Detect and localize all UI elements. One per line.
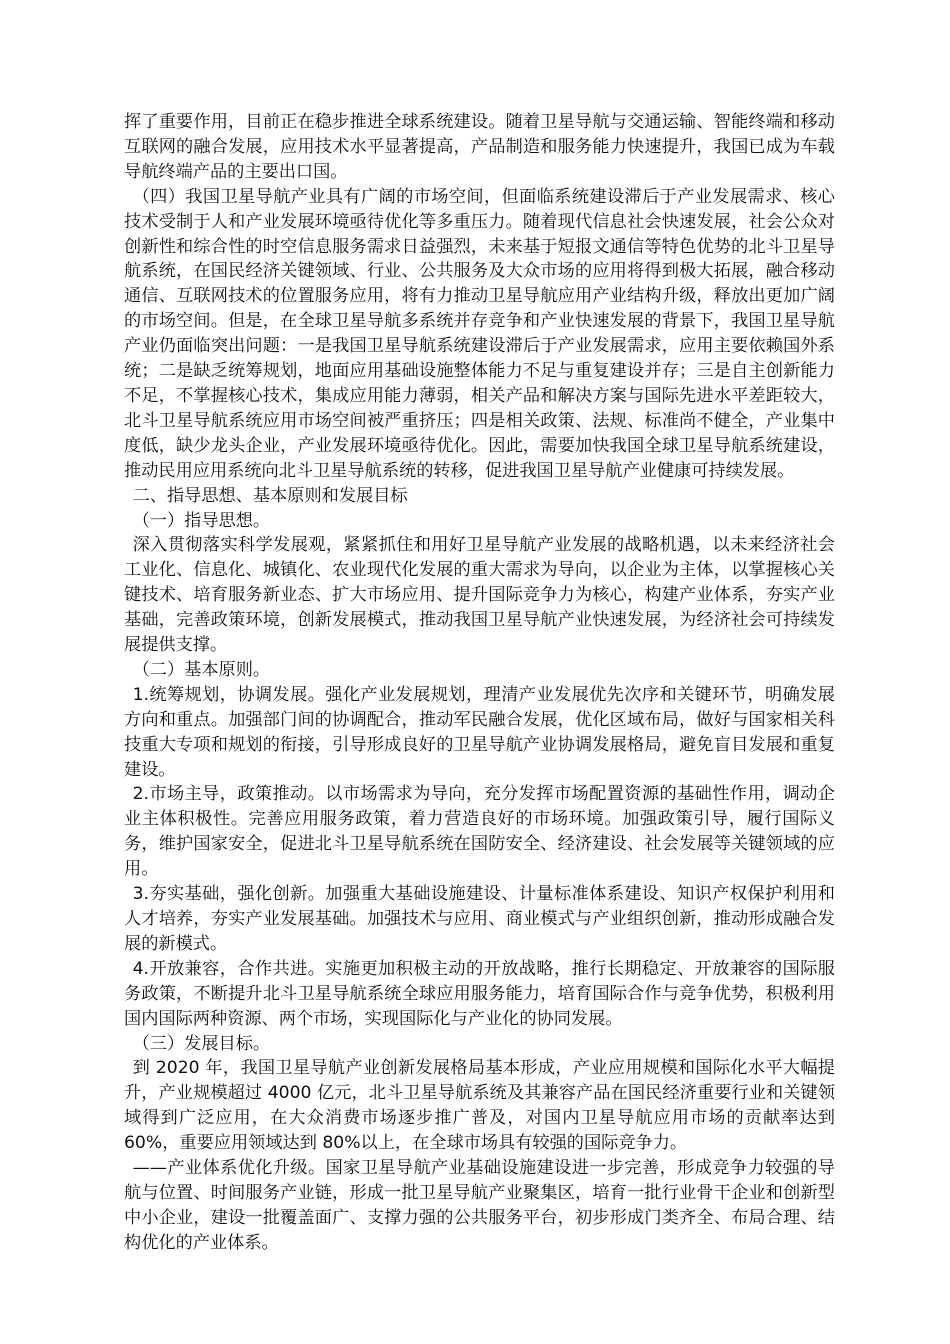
paragraph-industry-system: ——产业体系优化升级。国家卫星导航产业基础设施建设进一步完善，形成竞争力较强的导航与位置、时间服务产业链，形成一批卫星导航产业聚集区，培育一批行业骨干企业和创新型中小企业，建设一批覆盖面广、支撑力强的公共服务平台，初步形成门类齐全、布局合理、结构优化的产业体系。: [124, 1158, 835, 1253]
principle-2: 2.市场主导，政策推动。以市场需求为导向，充分发挥市场配置资源的基础性作用，调动企业主体积极性。完善应用服务政策，着力营造良好的市场环境。加强政策引导，履行国际义务，维护国家安全，促进北斗卫星导航系统在国防安全、经济建设、社会发展等关键领域的应用。: [124, 784, 835, 880]
principle-1: 1.统筹规划，协调发展。强化产业发展规划，理清产业发展优先次序和关键环节，明确发展方向和重点。加强部门间的协调配合，推动军民融合发展，优化区域布局，做好与国家相关科技重大专项和规划的衔接，引导形成良好的卫星导航产业协调发展格局，避免盲目发展和重复建设。: [124, 684, 835, 780]
section-heading-2: 二、指导思想、基本原则和发展目标: [132, 485, 408, 506]
paragraph-market-space: （四）我国卫星导航产业具有广阔的市场空间，但面临系统建设滞后于产业发展需求、核心技术受制于人和产业发展环境亟待优化等多重压力。随着现代信息社会快速发展，社会公众对创新性和综合性的时空信息服务需求日益强烈，未来基于短报文通信等特色优势的北斗卫星导航系统，在国民经济关键领域、行业、公共服务及大众市场的应用将得到极大拓展，融合移动通信、互联网技术的位置服务应用，将有力推动卫星导航应用产业结构升级，释放出更加广阔的市场空间。但是，在全球卫星导航多系统并存竞争和产业快速发展的背景下，我国卫星导航产业仍面临突出问题：一是我国卫星导航系统建设滞后于产业发展需求，应用主要依赖国外系统；二是缺乏统筹规划，地面应用基础设施整体能力不足与重复建设并存；三是自主创新能力不足，不掌握核心技术，集成应用能力薄弱，相关产品和解决方案与国际先进水平差距较大，北斗卫星导航系统应用市场空间被严重挤压；四是相关政策、法规、标准尚不健全，产业集中度低，缺少龙头企业，产业发展环境亟待优化。因此，需要加快我国全球卫星导航系统建设，推动民用应用系统向北斗卫星导航系统的转移，促进我国卫星导航产业健康可持续发展。: [124, 186, 835, 481]
subheading-guiding-ideology: （一）指导思想。: [132, 510, 271, 531]
principle-4: 4.开放兼容，合作共进。实施更加积极主动的开放战略，推行长期稳定、开放兼容的国际服务政策，不断提升北斗卫星导航系统全球应用服务能力，培育国际合作与竞争优势，积极利用国内国际两种资源、两个市场，实现国际化与产业化的协同发展。: [124, 958, 835, 1029]
document-page: [124, 110, 835, 1256]
subheading-development-goals: （三）发展目标。: [132, 1033, 271, 1054]
subheading-basic-principles: （二）基本原则。: [132, 659, 271, 680]
principle-3: 3.夯实基础，强化创新。加强重大基础设施建设、计量标准体系建设、知识产权保护利用和人才培养，夯实产业发展基础。加强技术与应用、商业模式与产业组织创新，推动形成融合发展的新模式。: [124, 884, 835, 954]
paragraph-guiding-ideology: 深入贯彻落实科学发展观，紧紧抓住和用好卫星导航产业发展的战略机遇，以未来经济社会工业化、信息化、城镇化、农业现代化发展的重大需求为导向，以企业为主体，以掌握核心关键技术、培育服务新业态、扩大市场应用、提升国际竞争力为核心，构建产业体系，夯实产业基础，完善政策环境，创新发展模式，推动我国卫星导航产业快速发展，为经济社会可持续发展提供支撑。: [124, 535, 835, 656]
paragraph-goal-2020: 到 2020 年，我国卫星导航产业创新发展格局基本形成，产业应用规模和国际化水平大幅提升，产业规模超过 4000 亿元，北斗卫星导航系统及其兼容产品在国民经济重要行业和关键领域得到广泛应用，在大众消费市场逐步推广普及，对国内卫星导航应用市场的贡献率达到 60%，重要应用领域达到 80%以上，在全球市场具有较强的国际竞争力。: [124, 1058, 835, 1154]
paragraph-continuation: 挥了重要作用，目前正在稳步推进全球系统建设。随着卫星导航与交通运输、智能终端和移动互联网的融合发展，应用技术水平显著提高，产品制造和服务能力快速提升，我国已成为车载导航终端产品的主要出口国。: [124, 112, 835, 182]
